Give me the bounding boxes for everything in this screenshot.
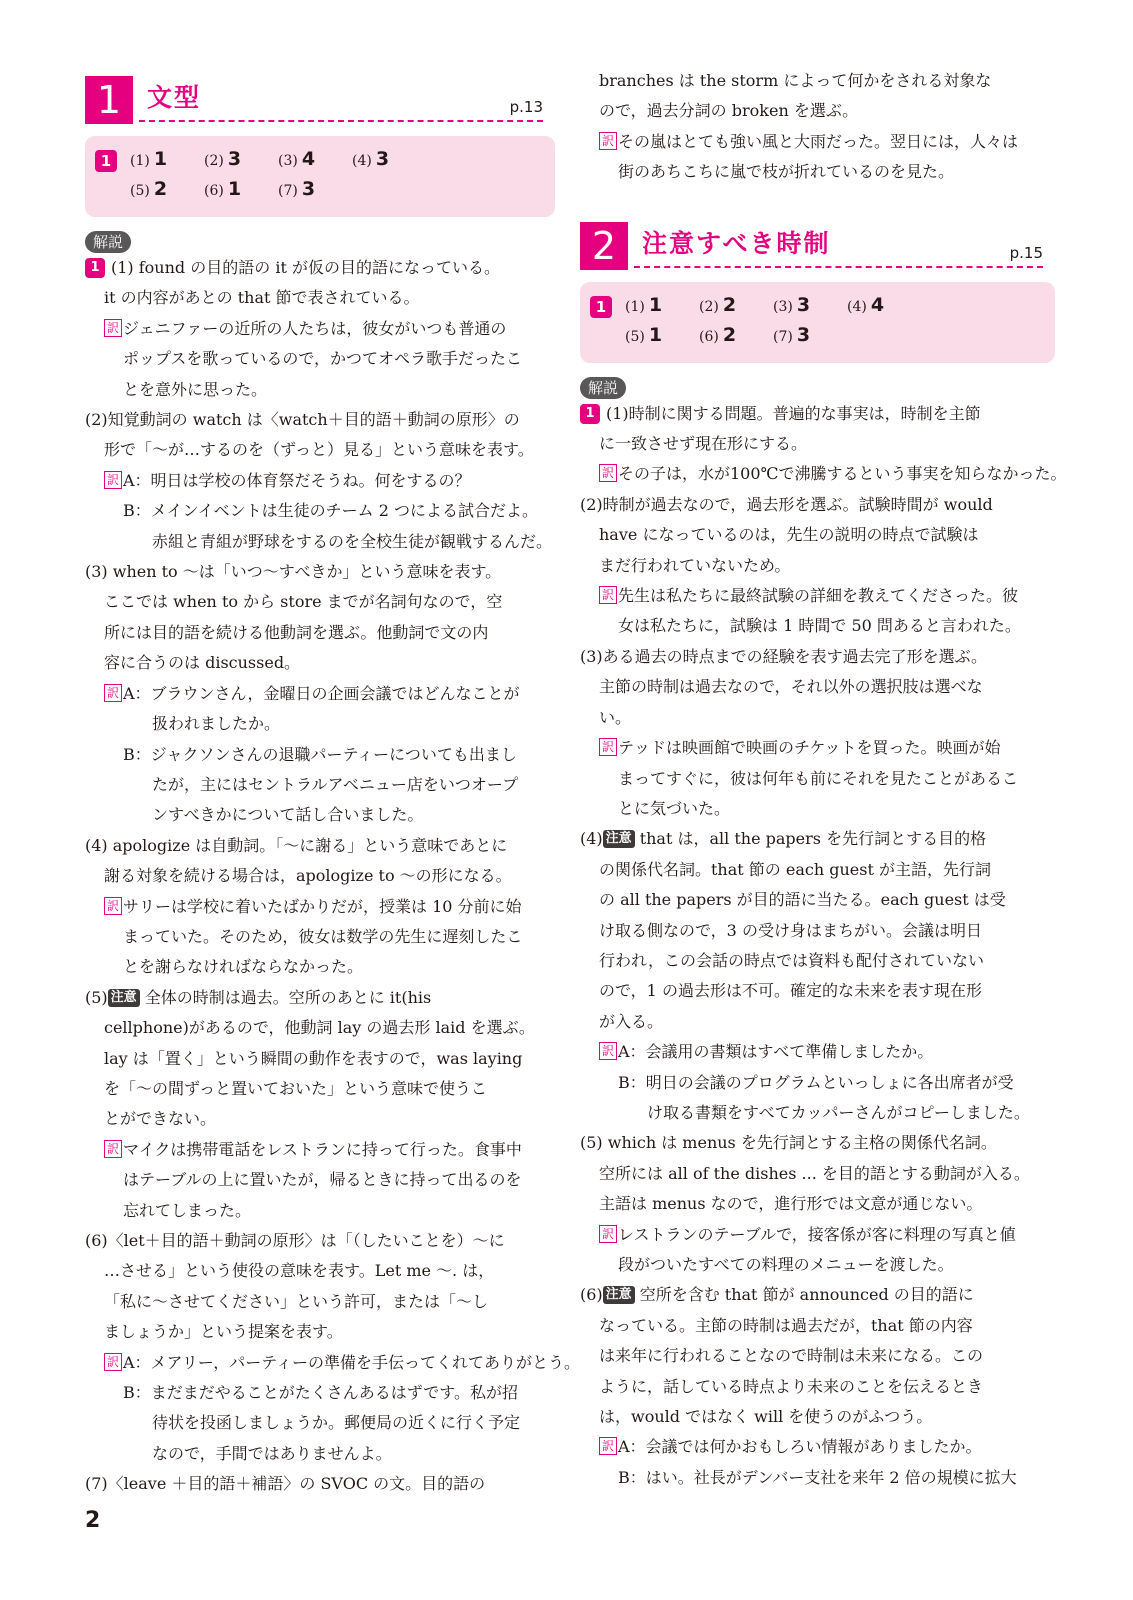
answer-row — [130, 148, 426, 170]
text-line: (5) which は menus を先行詞とする主格の関係代名詞。 — [580, 1133, 997, 1153]
text-line: は来年に行われることなので時制は未来になる。この — [599, 1346, 984, 1366]
answer-row — [625, 294, 921, 316]
text-line: (3)ある過去の時点までの経験を表す過去完了形を選ぶ。 — [580, 646, 987, 666]
right-column — [580, 66, 1067, 1493]
text-line: とに気づいた。 — [618, 798, 731, 818]
text-line: 1 (1) found の目的語の it が仮の目的語になっている。 — [85, 253, 555, 283]
text-line: 主節の時制は過去なので，それ以外の選択肢は選べな — [599, 677, 983, 697]
text-line: (6) 注意 空所を含む that 節が announced の目的語に — [580, 1285, 974, 1305]
text-line: まっていた。そのため，彼女は数学の先生に遅刻したこ — [123, 926, 523, 946]
translation-mark: 訳 — [104, 684, 122, 702]
chapter-number: 2 — [580, 222, 628, 270]
text-line: (3) when to ～は「いつ～すべきか」という意味を表す。 — [85, 562, 502, 582]
text-line: …させる」という使役の意味を表す。Let me ～. は， — [104, 1261, 495, 1281]
page-reference: p.13 — [509, 98, 543, 116]
chapter-title: 注意すべき時制 — [642, 228, 831, 258]
text-line: 訳 その嵐はとても強い風と大雨だった。翌日には，人々は — [580, 127, 1055, 157]
text-line: (5) 注意 全体の時制は過去。空所のあとに it(his — [85, 987, 432, 1007]
text-line: 訳 レストランのテーブルで，接客係が客に料理の写真と値 — [580, 1220, 1055, 1250]
text-line: 訳 テッドは映画館で映画のチケットを買った。映画が始 — [580, 733, 1055, 763]
text-line: 訳 A：会議では何かおもしろい情報がありましたか。 — [580, 1432, 1055, 1462]
text-line: branches は the storm によって何かをされる対象な — [599, 71, 992, 90]
text-line: B：はい。社長がデンバー支社を来年 2 倍の規模に拡大 — [618, 1467, 1017, 1487]
answer-item: (3) 3 — [773, 293, 811, 316]
explanation-text — [580, 399, 1067, 1494]
page-number: 2 — [85, 1508, 101, 1533]
translation-mark: 訳 — [104, 471, 122, 489]
text-line: はテーブルの上に置いたが，帰るときに持って出るのを — [123, 1170, 522, 1190]
text-line: ので，1 の過去形は不可。確定的な未来を表す現在形 — [599, 981, 982, 1001]
dashed-divider — [139, 120, 543, 122]
text-line: 訳 ジェニファーの近所の人たちは，彼女がいつも普通の — [85, 314, 555, 344]
text-line: have になっているのは，先生の説明の時点で試験は — [599, 525, 979, 545]
text-line: cellphone)があるので，他動詞 lay の過去形 laid を選ぶ。 — [104, 1018, 535, 1038]
answer-item: (3) 4 — [278, 148, 316, 170]
text-line: ンすべきかについて話し合いました。 — [152, 805, 424, 825]
text-line: 忘れてしまった。 — [123, 1200, 252, 1220]
answer-item: (6) 1 — [204, 178, 242, 200]
text-line: の関係代名詞。that 節の each guest が主語，先行詞 — [599, 859, 991, 879]
question-badge: 1 — [590, 296, 612, 318]
explanation-label: 解説 — [85, 231, 131, 253]
text-line: 訳 マイクは携帯電話をレストランに持って行った。食事中 — [85, 1135, 555, 1165]
text-line: とを謝らなければならなかった。 — [123, 957, 364, 977]
text-line: it の内容があとの that 節で表されている。 — [104, 288, 420, 308]
text-line: (6)〈let＋目的語＋動詞の原形〉は「（したいことを）～に — [85, 1231, 505, 1250]
text-line: ように，話している時点より未来のことを伝えるとき — [599, 1376, 984, 1396]
text-line: は，would ではなく will を使うのがふつう。 — [599, 1407, 933, 1427]
text-line: B：まだまだやることがたくさんあるはずです。私が招 — [123, 1383, 518, 1403]
text-line: 訳 A：会議用の書類はすべて準備しましたか。 — [580, 1037, 1055, 1067]
chapter-2-header — [580, 210, 1055, 268]
text-line: 「私に～させてください」という許可，または「～し — [104, 1291, 489, 1311]
caution-mark: 注意 — [603, 830, 635, 848]
translation-mark: 訳 — [599, 464, 617, 482]
caution-mark: 注意 — [108, 989, 140, 1007]
text-line: なので，手間ではありませんよ。 — [152, 1443, 392, 1463]
answer-box — [580, 282, 1055, 363]
answer-item: (7) 3 — [773, 323, 811, 346]
text-line: 訳 先生は私たちに最終試験の詳細を教えてくださった。彼 — [580, 581, 1055, 611]
question-badge: 1 — [85, 258, 105, 278]
question-badge: 1 — [580, 404, 600, 424]
text-line: B：ジャクソンさんの退職パーティーについても出まし — [123, 744, 517, 764]
text-line: 訳 A：明日は学校の体育祭だそうね。何をするの？ — [85, 466, 555, 496]
dashed-divider — [634, 266, 1043, 268]
translation-mark: 訳 — [104, 319, 122, 337]
text-line: 街のあちこちに嵐で枝が折れているのを見た。 — [618, 162, 955, 182]
text-line: (2)時制が過去なので，過去形を選ぶ。試験時間が would — [580, 494, 993, 514]
text-line: B：明日の会議のプログラムといっしょに各出席者が受 — [618, 1072, 1014, 1092]
text-line: 訳 その子は，水が100℃で沸騰するという事実を知らなかった。 — [580, 459, 1055, 489]
translation-mark: 訳 — [599, 1225, 617, 1243]
text-line: とができない。 — [104, 1109, 217, 1129]
text-line: とを意外に思った。 — [123, 379, 268, 399]
translation-mark: 訳 — [104, 897, 122, 915]
text-line: 行われ，この会話の時点では資料も配付されていない — [599, 950, 984, 970]
text-line: の all the papers が目的語に当たる。each guest は受 — [599, 890, 1006, 910]
text-line: 1 (1)時制に関する問題。普遍的な事実は，時制を主節 — [580, 399, 1055, 429]
answer-item: (7) 3 — [278, 178, 316, 200]
text-line: 謝る対象を続ける場合は，apologize to ～の形になる。 — [104, 866, 512, 886]
translation-mark: 訳 — [599, 1437, 617, 1455]
text-line: い。 — [599, 707, 632, 727]
text-line: lay は「置く」という瞬間の動作を表すので，was laying — [104, 1048, 523, 1068]
translation-mark: 訳 — [599, 1042, 617, 1060]
text-line: 訳 サリーは学校に着いたばかりだが，授業は 10 分前に始 — [85, 892, 555, 922]
text-line: なっている。主節の時制は過去だが，that 節の内容 — [599, 1315, 973, 1335]
chapter-number: 1 — [85, 76, 133, 124]
text-line: ここでは when to から store までが名詞句なので，空 — [104, 592, 503, 612]
answer-item: (6) 2 — [699, 323, 737, 346]
text-line: たが，主にはセントラルアベニュー店をいつオープ — [152, 774, 519, 794]
answer-row — [130, 178, 352, 200]
text-line: (2)知覚動詞の watch は〈watch＋目的語＋動詞の原形〉の — [85, 410, 520, 430]
text-line: B：メインイベントは生徒のチーム 2 つによる試合だよ。 — [123, 501, 538, 521]
text-line: 段がついたすべての料理のメニューを渡した。 — [618, 1255, 954, 1274]
text-line: 赤組と青組が野球をするのを全校生徒が観戦するんだ。 — [152, 531, 553, 551]
text-line: まってすぐに，彼は何年も前にそれを見たことがあるこ — [618, 768, 1019, 788]
chapter-title: 文型 — [147, 83, 202, 112]
text-line: に一致させず現在形にする。 — [599, 434, 808, 454]
answer-item: (1) 1 — [130, 148, 168, 170]
text-line: 待状を投函しましょうか。郵便局の近くに行く予定 — [152, 1413, 521, 1433]
translation-mark: 訳 — [104, 1353, 122, 1371]
text-line: ポップスを歌っているので，かつてオペラ歌手だったこ — [123, 349, 523, 369]
text-line: (4) 注意 that は，all the papers を先行詞とする目的格 — [580, 829, 987, 849]
explanation-label: 解説 — [580, 377, 626, 399]
translation-mark: 訳 — [599, 586, 617, 604]
explanation-text — [85, 253, 580, 1500]
page-reference: p.15 — [1009, 243, 1043, 262]
answer-item: (2) 2 — [699, 293, 737, 316]
text-line: 訳 A：メアリー，パーティーの準備を手伝ってくれてありがとう。 — [85, 1348, 555, 1378]
text-line: 所には目的語を続ける他動詞を選ぶ。他動詞で文の内 — [104, 622, 489, 642]
answer-item: (4) 4 — [847, 293, 885, 316]
answer-item: (2) 3 — [204, 148, 242, 170]
text-line: を「～の間ずっと置いておいた」という意味で使うこ — [104, 1078, 488, 1098]
text-line: け取る書類をすべてカッパーさんがコピーしました。 — [647, 1102, 1030, 1122]
text-line: 形で「～が…するのを（ずっと）見る」という意味を表す。 — [104, 440, 534, 460]
text-line: が入る。 — [599, 1011, 664, 1031]
text-line: (4) apologize は自動詞。「～に謝る」という意味であとに — [85, 835, 508, 855]
text-line: 扱われましたか。 — [152, 714, 281, 734]
text-line: ましょうか」という提案を表す。 — [104, 1322, 343, 1342]
text-line: 女は私たちに，試験は 1 時間で 50 問あると言われた。 — [618, 616, 1021, 636]
text-line: 訳 A：ブラウンさん，金曜日の企画会議ではどんなことが — [85, 679, 555, 709]
text-line: 空所には all of the dishes ... を目的語とする動詞が入る。 — [599, 1163, 1030, 1183]
answer-item: (5) 1 — [625, 323, 663, 346]
text-line: 容に合うのは discussed。 — [104, 653, 301, 673]
text-line: (7)〈leave ＋目的語＋補語〉の SVOC の文。目的語の — [85, 1474, 486, 1494]
answer-box — [85, 136, 555, 217]
answer-item: (1) 1 — [625, 293, 663, 316]
answer-item: (4) 3 — [352, 148, 390, 170]
left-column — [85, 64, 580, 1500]
translation-mark: 訳 — [104, 1140, 122, 1158]
text-line: 主語は menus なので，進行形では文意が通じない。 — [599, 1194, 983, 1214]
text-line: け取る側なので，3 の受け身はまちがい。会議は明日 — [599, 920, 982, 940]
answer-row — [625, 324, 847, 346]
text-line: まだ行われていないため。 — [599, 555, 791, 575]
chapter-1-header — [85, 64, 555, 122]
translation-mark: 訳 — [599, 738, 617, 756]
translation-mark: 訳 — [599, 132, 617, 150]
text-line: ので，過去分詞の broken を選ぶ。 — [599, 101, 859, 121]
answer-item: (5) 2 — [130, 178, 168, 200]
caution-mark: 注意 — [603, 1286, 635, 1304]
question-badge: 1 — [95, 150, 117, 172]
